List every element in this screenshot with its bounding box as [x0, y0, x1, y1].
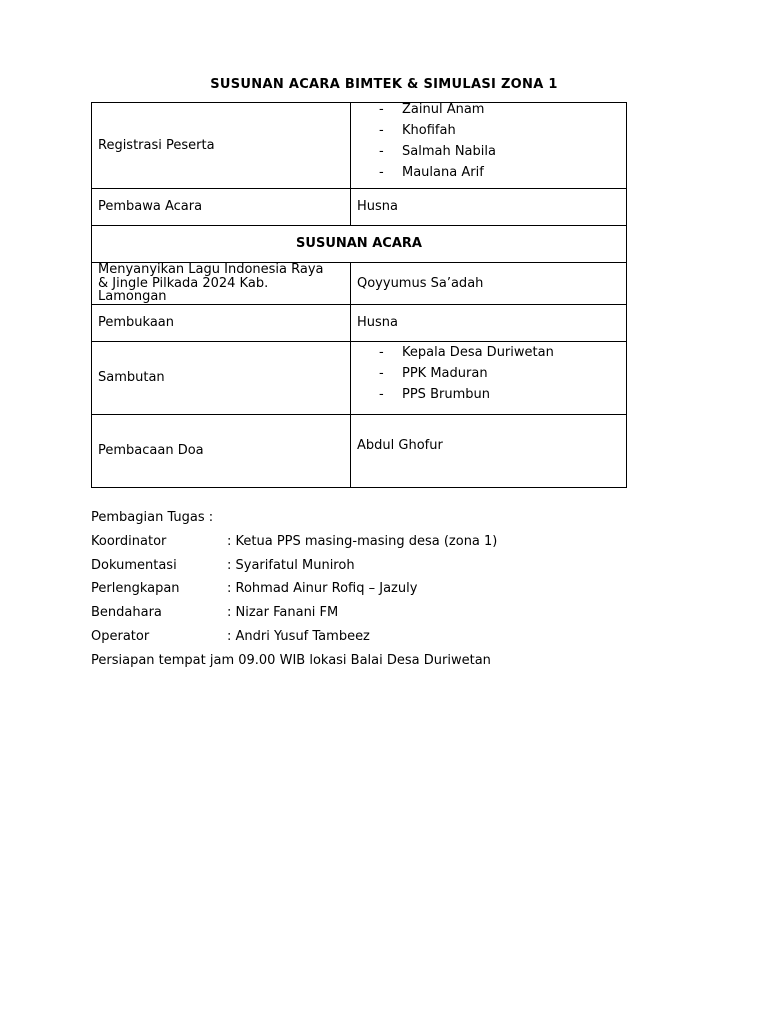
table-row-menyanyikan	[92, 263, 627, 305]
list-item	[357, 363, 620, 384]
table-row-pembukaan	[92, 305, 627, 342]
duty-row	[91, 601, 711, 625]
table-row-sambutan	[92, 342, 627, 415]
duty-row	[91, 625, 711, 649]
menyanyikan-label-line: Menyanyikan Lagu Indonesia Raya	[98, 262, 324, 278]
dash-bullet: -	[379, 366, 384, 381]
duty-row	[91, 554, 711, 578]
duty-role: Operator	[91, 628, 150, 644]
participant-name: Salmah Nabila	[402, 144, 496, 159]
list-item	[357, 99, 620, 120]
pembawa-acara-value: Husna	[351, 189, 627, 226]
registrasi-label: Registrasi Peserta	[92, 103, 351, 189]
sambutan-speakers-cell	[351, 342, 627, 415]
duty-assignments	[91, 506, 711, 673]
doa-label: Pembacaan Doa	[92, 415, 351, 488]
registrasi-names-cell	[351, 103, 627, 189]
table-row-doa	[92, 415, 627, 488]
menyanyikan-label	[92, 263, 351, 305]
participant-name: Maulana Arif	[402, 165, 484, 180]
duty-role: Bendahara	[91, 605, 162, 621]
sambutan-speaker-list	[357, 342, 620, 405]
dash-bullet: -	[379, 102, 384, 117]
document-title: SUSUNAN ACARA BIMTEK & SIMULASI ZONA 1	[210, 77, 558, 92]
duty-value: : Syarifatul Muniroh	[227, 557, 355, 573]
list-item	[357, 141, 620, 162]
duty-row	[91, 577, 711, 601]
pembukaan-value: Husna	[351, 305, 627, 342]
table-row-section-heading	[92, 226, 627, 263]
duty-value: : Rohmad Ainur Rofiq – Jazuly	[227, 581, 418, 597]
list-item	[357, 162, 620, 183]
duty-role: Perlengkapan	[91, 581, 180, 597]
menyanyikan-label-line: & Jingle Pilkada 2024 Kab.	[98, 275, 269, 291]
menyanyikan-value: Qoyyumus Sa’adah	[351, 263, 627, 305]
duty-row	[91, 530, 711, 554]
speaker-name: PPS Brumbun	[402, 387, 490, 402]
dash-bullet: -	[379, 345, 384, 360]
duty-value: : Ketua PPS masing-masing desa (zona 1)	[227, 533, 498, 549]
preparation-note: Persiapan tempat jam 09.00 WIB lokasi Balai Desa Duriwetan	[91, 652, 491, 668]
speaker-name: PPK Maduran	[402, 366, 488, 381]
dash-bullet: -	[379, 144, 384, 159]
list-item	[357, 120, 620, 141]
duty-value: : Andri Yusuf Tambeez	[227, 628, 370, 644]
sambutan-label: Sambutan	[92, 342, 351, 415]
duty-role: Dokumentasi	[91, 557, 177, 573]
dash-bullet: -	[379, 123, 384, 138]
pembawa-acara-label: Pembawa Acara	[92, 189, 351, 226]
duties-heading: Pembagian Tugas :	[91, 510, 214, 525]
list-item	[357, 342, 620, 363]
menyanyikan-label-line: Lamongan	[98, 289, 167, 305]
dash-bullet: -	[379, 165, 384, 180]
schedule-table	[91, 102, 627, 488]
participant-name: Zainul Anam	[402, 102, 485, 117]
speaker-name: Kepala Desa Duriwetan	[402, 345, 554, 360]
dash-bullet: -	[379, 387, 384, 402]
pembukaan-label: Pembukaan	[92, 305, 351, 342]
table-row-registrasi	[92, 103, 627, 189]
duty-role: Koordinator	[91, 533, 167, 549]
duty-value: : Nizar Fanani FM	[227, 605, 339, 621]
doa-value: Abdul Ghofur	[351, 415, 627, 488]
registrasi-name-list	[357, 99, 620, 183]
table-row-pembawa-acara	[92, 189, 627, 226]
list-item	[357, 384, 620, 405]
participant-name: Khofifah	[402, 123, 456, 138]
section-heading: SUSUNAN ACARA	[92, 226, 627, 263]
